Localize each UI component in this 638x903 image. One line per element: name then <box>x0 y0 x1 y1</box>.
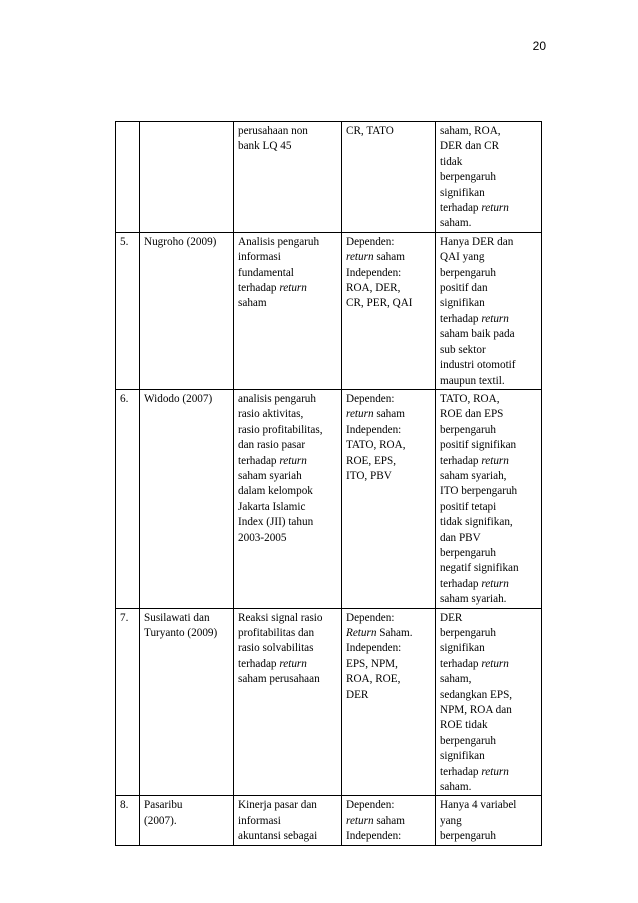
italic-term: return <box>279 657 307 670</box>
italic-term: return <box>481 202 509 215</box>
italic-term: return <box>481 765 509 778</box>
result-line <box>440 829 538 844</box>
cell-number: 7. <box>116 608 140 796</box>
text-segment: saham, ROA, <box>440 125 501 137</box>
text-segment: TATO, ROA, <box>440 392 500 405</box>
text-segment: ITO berpengaruh <box>440 485 518 498</box>
title-line <box>238 438 338 453</box>
result-line <box>440 170 538 185</box>
researcher-line: Widodo (2007) <box>144 392 213 405</box>
text-segment: 2003-2005 <box>238 531 287 544</box>
text-segment: signifikan <box>440 186 485 199</box>
text-segment: terhadap <box>440 202 482 215</box>
text-segment: ROE tidak <box>440 719 488 732</box>
variables-line <box>346 407 432 422</box>
result-line <box>440 423 538 438</box>
variables-line <box>346 814 432 829</box>
cell-result <box>436 232 542 389</box>
variables-line <box>346 392 432 407</box>
variables-line <box>346 626 432 641</box>
text-segment: DER <box>440 611 463 624</box>
text-segment: tidak signifikan, <box>440 516 513 529</box>
title-line <box>238 814 338 829</box>
text-segment: saham <box>373 251 405 264</box>
text-segment: saham. <box>440 781 472 794</box>
text-segment: EPS, NPM, <box>346 657 398 670</box>
cell-title <box>234 122 342 233</box>
text-segment: saham <box>373 408 405 421</box>
text-segment: berpengaruh <box>440 546 496 559</box>
text-segment: saham perusahaan <box>238 673 320 686</box>
title-line <box>238 454 338 469</box>
text-segment: industri otomotif <box>440 359 516 372</box>
text-segment: signifikan <box>440 297 485 310</box>
table-row <box>116 389 542 608</box>
result-line <box>440 765 538 780</box>
title-line <box>238 266 338 281</box>
text-segment: Saham. <box>376 627 413 639</box>
italic-term: return <box>346 408 374 421</box>
text-segment: saham, <box>440 673 472 686</box>
variables-line <box>346 438 432 453</box>
cell-result <box>436 608 542 796</box>
result-line <box>440 201 538 216</box>
italic-term: return <box>346 814 374 827</box>
title-line <box>238 235 338 250</box>
text-segment: Analisis pengaruh <box>238 235 320 248</box>
result-line <box>440 454 538 469</box>
text-segment: dalam kelompok <box>238 485 313 498</box>
cell-researcher <box>140 232 234 389</box>
cell-number: 8. <box>116 796 140 845</box>
variables-line <box>346 266 432 281</box>
result-line <box>440 296 538 311</box>
text-segment: Independen: <box>346 266 402 279</box>
result-line <box>440 438 538 453</box>
variables-line <box>346 124 432 139</box>
text-segment: berpengaruh <box>440 734 496 747</box>
italic-term: return <box>481 657 509 670</box>
result-line <box>440 718 538 733</box>
variables-line <box>346 688 432 703</box>
cell-result <box>436 796 542 845</box>
text-segment: akuntansi sebagai <box>238 830 318 843</box>
text-segment: Dependen: <box>346 611 395 624</box>
result-line <box>440 734 538 749</box>
text-segment: signifikan <box>440 642 485 655</box>
text-segment: terhadap <box>440 454 482 467</box>
title-line <box>238 392 338 407</box>
result-line <box>440 641 538 656</box>
cell-result <box>436 122 542 233</box>
text-segment: Index (JII) tahun <box>238 516 314 529</box>
title-line <box>238 672 338 687</box>
title-line <box>238 296 338 311</box>
text-segment: Independen: <box>346 642 402 655</box>
result-line <box>440 392 538 407</box>
text-segment: saham syariah, <box>440 469 507 482</box>
result-line <box>440 374 538 389</box>
text-segment: terhadap <box>440 657 482 670</box>
text-segment: terhadap <box>440 312 482 325</box>
text-segment: ROA, ROE, <box>346 673 401 686</box>
text-segment: saham baik pada <box>440 328 515 341</box>
table-row <box>116 608 542 796</box>
title-line <box>238 423 338 438</box>
text-segment: terhadap <box>238 657 280 670</box>
text-segment: DER dan CR <box>440 140 500 153</box>
text-segment: CR, PER, QAI <box>346 297 413 310</box>
researcher-line: Turyanto (2009) <box>144 627 218 639</box>
result-line <box>440 515 538 530</box>
title-line <box>238 500 338 515</box>
variables-line <box>346 611 432 626</box>
cell-result <box>436 389 542 608</box>
italic-term: return <box>481 454 509 467</box>
title-line <box>238 484 338 499</box>
variables-line <box>346 423 432 438</box>
text-segment: perusahaan non <box>238 125 308 137</box>
text-segment: profitabilitas dan <box>238 627 315 639</box>
title-line <box>238 124 338 139</box>
text-segment: sedangkan EPS, <box>440 688 513 701</box>
text-segment: saham <box>238 297 267 310</box>
cell-number: 5. <box>116 232 140 389</box>
variables-line <box>346 281 432 296</box>
text-segment: berpengaruh <box>440 627 496 639</box>
text-segment: negatif signifikan <box>440 562 519 575</box>
variables-line <box>346 235 432 250</box>
text-segment: ROE dan EPS <box>440 408 504 421</box>
cell-title <box>234 232 342 389</box>
text-segment: Hanya DER dan <box>440 235 514 248</box>
variables-line <box>346 829 432 844</box>
variables-line <box>346 641 432 656</box>
researcher-line: Susilawati dan <box>144 611 210 624</box>
text-segment: rasio solvabilitas <box>238 642 314 655</box>
result-line <box>440 124 538 139</box>
result-line <box>440 186 538 201</box>
result-line <box>440 281 538 296</box>
cell-researcher <box>140 122 234 233</box>
italic-term: return <box>481 577 509 590</box>
text-segment: berpengaruh <box>440 423 496 436</box>
result-line <box>440 469 538 484</box>
table-row <box>116 232 542 389</box>
cell-variables <box>342 608 436 796</box>
text-segment: ROA, DER, <box>346 282 401 295</box>
text-segment: rasio profitabilitas, <box>238 423 323 436</box>
cell-researcher <box>140 796 234 845</box>
text-segment: Dependen: <box>346 392 395 405</box>
text-segment: Dependen: <box>346 799 395 812</box>
cell-researcher <box>140 389 234 608</box>
result-line <box>440 250 538 265</box>
result-line <box>440 672 538 687</box>
cell-number: 6. <box>116 389 140 608</box>
text-segment: berpengaruh <box>440 830 496 843</box>
result-line <box>440 688 538 703</box>
table-body <box>116 122 542 846</box>
text-segment: Hanya 4 variabel <box>440 799 517 812</box>
cell-variables <box>342 232 436 389</box>
text-segment: Jakarta Islamic <box>238 500 306 513</box>
result-line <box>440 407 538 422</box>
text-segment: saham. <box>440 217 472 230</box>
result-line <box>440 657 538 672</box>
table-row <box>116 796 542 845</box>
text-segment: Dependen: <box>346 235 395 248</box>
title-line <box>238 798 338 813</box>
text-segment: positif dan <box>440 282 488 295</box>
result-line <box>440 531 538 546</box>
text-segment: positif signifikan <box>440 439 517 452</box>
italic-term: return <box>481 312 509 325</box>
result-line <box>440 814 538 829</box>
variables-line <box>346 657 432 672</box>
text-segment: QAI yang <box>440 251 485 264</box>
italic-term: Return <box>346 627 377 639</box>
result-line <box>440 577 538 592</box>
page-number: 20 <box>532 39 546 53</box>
text-segment: dan PBV <box>440 531 481 544</box>
cell-variables <box>342 122 436 233</box>
result-line <box>440 327 538 342</box>
text-segment: terhadap <box>238 282 280 295</box>
result-line <box>440 139 538 154</box>
table-row <box>116 122 542 233</box>
title-line <box>238 531 338 546</box>
text-segment: NPM, ROA dan <box>440 704 512 717</box>
title-line <box>238 469 338 484</box>
italic-term: return <box>279 282 307 295</box>
result-line <box>440 749 538 764</box>
cell-researcher <box>140 608 234 796</box>
result-line <box>440 703 538 718</box>
text-segment: terhadap <box>440 577 482 590</box>
result-line <box>440 484 538 499</box>
text-segment: sub sektor <box>440 343 486 356</box>
result-line <box>440 500 538 515</box>
cell-title <box>234 389 342 608</box>
text-segment: berpengaruh <box>440 266 496 279</box>
text-segment: fundamental <box>238 266 294 279</box>
title-line <box>238 641 338 656</box>
cell-variables <box>342 389 436 608</box>
text-segment: TATO, ROA, <box>346 439 406 452</box>
result-line <box>440 626 538 641</box>
researcher-line: Nugroho (2009) <box>144 235 217 248</box>
title-line <box>238 611 338 626</box>
text-segment: ROE, EPS, <box>346 454 397 467</box>
variables-line <box>346 798 432 813</box>
title-line <box>238 829 338 844</box>
text-segment: bank LQ 45 <box>238 140 292 153</box>
variables-line <box>346 454 432 469</box>
text-segment: CR, TATO <box>346 125 394 137</box>
text-segment: positif tetapi <box>440 500 497 513</box>
researcher-line: Pasaribu <box>144 799 183 812</box>
result-line <box>440 780 538 795</box>
result-line <box>440 266 538 281</box>
cell-number <box>116 122 140 233</box>
literature-review-table <box>115 121 542 846</box>
variables-line <box>346 250 432 265</box>
result-line <box>440 358 538 373</box>
title-line <box>238 250 338 265</box>
italic-term: return <box>279 454 307 467</box>
result-line <box>440 155 538 170</box>
text-segment: yang <box>440 814 462 827</box>
text-segment: Independen: <box>346 423 402 436</box>
title-line <box>238 281 338 296</box>
text-segment: dan rasio pasar <box>238 439 306 452</box>
title-line <box>238 657 338 672</box>
title-line <box>238 407 338 422</box>
text-segment: Independen: <box>346 830 402 843</box>
text-segment: saham <box>373 814 405 827</box>
title-line <box>238 626 338 641</box>
title-line <box>238 515 338 530</box>
variables-line <box>346 296 432 311</box>
italic-term: return <box>346 251 374 264</box>
text-segment: terhadap <box>440 765 482 778</box>
result-line <box>440 343 538 358</box>
variables-line <box>346 672 432 687</box>
text-segment: DER <box>346 688 369 701</box>
result-line <box>440 611 538 626</box>
text-segment: ITO, PBV <box>346 469 392 482</box>
result-line <box>440 546 538 561</box>
text-segment: informasi <box>238 251 281 264</box>
result-line <box>440 312 538 327</box>
result-line <box>440 561 538 576</box>
text-segment: analisis pengaruh <box>238 392 316 405</box>
result-line <box>440 592 538 607</box>
variables-line <box>346 469 432 484</box>
text-segment: terhadap <box>238 454 280 467</box>
cell-variables <box>342 796 436 845</box>
result-line <box>440 235 538 250</box>
title-line <box>238 139 338 154</box>
text-segment: saham syariah. <box>440 593 507 606</box>
text-segment: saham syariah <box>238 469 302 482</box>
text-segment: maupun textil. <box>440 374 505 387</box>
text-segment: rasio aktivitas, <box>238 408 304 421</box>
result-line <box>440 798 538 813</box>
result-line <box>440 216 538 231</box>
cell-title <box>234 608 342 796</box>
cell-title <box>234 796 342 845</box>
text-segment: informasi <box>238 814 281 827</box>
text-segment: berpengaruh <box>440 171 496 184</box>
text-segment: Reaksi signal rasio <box>238 611 323 624</box>
text-segment: signifikan <box>440 750 485 763</box>
researcher-line: (2007). <box>144 814 177 827</box>
text-segment: Kinerja pasar dan <box>238 799 317 812</box>
text-segment: tidak <box>440 155 463 168</box>
